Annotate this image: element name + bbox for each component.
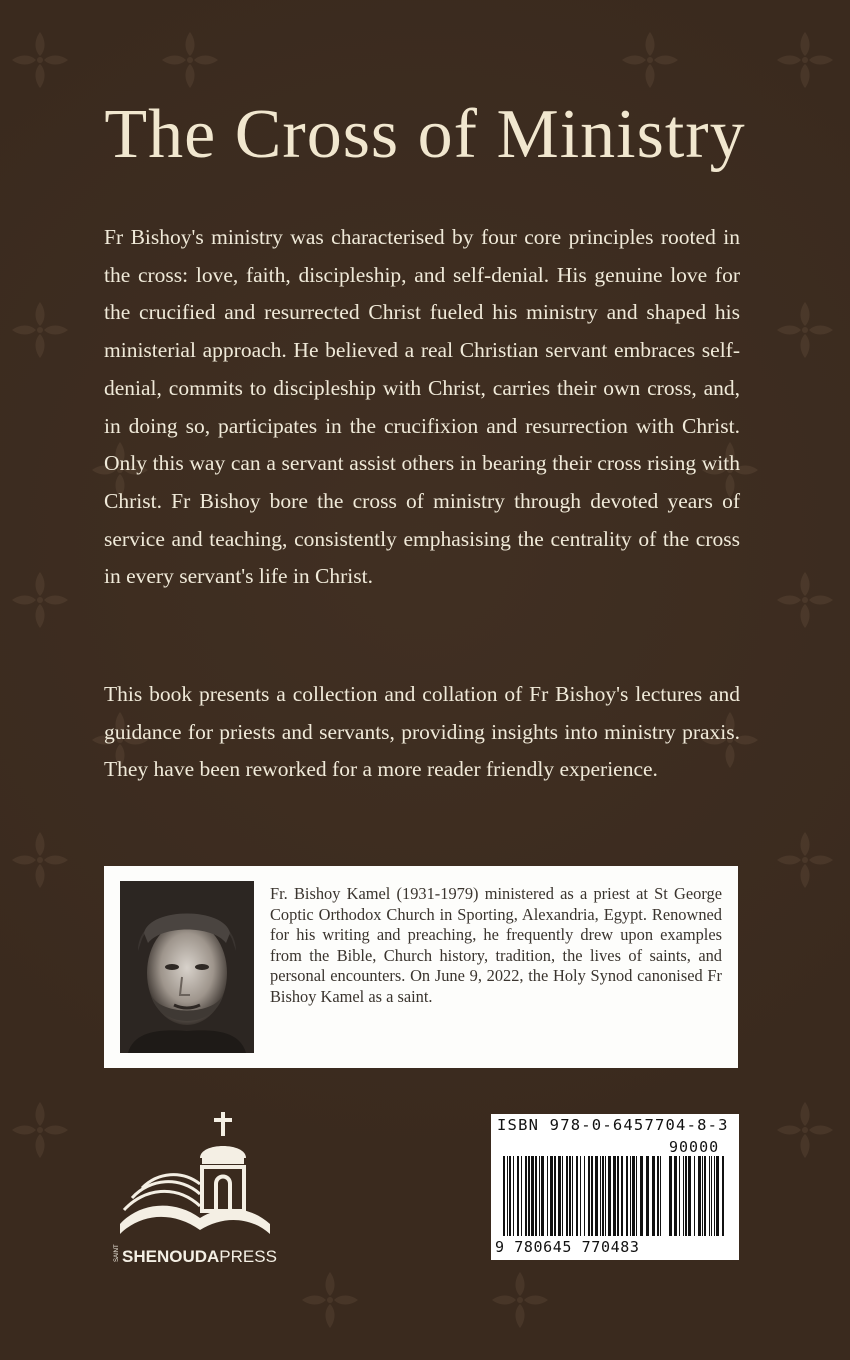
barcode-bar (630, 1156, 631, 1236)
barcode-bar (652, 1156, 655, 1236)
svg-text:SHENOUDAPRESS (122, 1247, 277, 1266)
ean-barcode-bars (503, 1156, 663, 1240)
barcode-bar (600, 1156, 601, 1236)
barcode-bar (669, 1156, 672, 1236)
barcode-bar (602, 1156, 604, 1236)
barcode-bar (617, 1156, 619, 1236)
church-book-icon (110, 1112, 280, 1272)
barcode-bar (507, 1156, 508, 1236)
description-paragraph-2: This book presents a collection and collation of Fr Bishoy's lectures and guidance for priests and servants, providing insights into ministry praxis. They have been reworked for a more reader friendly experience. (104, 682, 740, 782)
price-code: 90000 (669, 1138, 720, 1156)
publisher-prefix: SAINT (114, 1244, 120, 1262)
barcode-bar (679, 1156, 680, 1236)
barcode-bar (657, 1156, 659, 1236)
author-bio-box (104, 866, 738, 1068)
barcode-bar (702, 1156, 703, 1236)
publisher-name-part1: SHENOUDA (122, 1247, 220, 1266)
publisher-logo (110, 1112, 280, 1272)
barcode-bar (566, 1156, 568, 1236)
barcode-bar (547, 1156, 548, 1236)
barcode-bar (621, 1156, 623, 1236)
barcode-bar (626, 1156, 628, 1236)
barcode-bar (503, 1156, 505, 1236)
barcode-bar (569, 1156, 571, 1236)
barcode-bar (550, 1156, 553, 1236)
barcode-bar (558, 1156, 561, 1236)
barcode-bar (660, 1156, 661, 1236)
author-photo (120, 881, 254, 1053)
barcode-bar (698, 1156, 701, 1236)
barcode-bar (595, 1156, 598, 1236)
barcode-bar (509, 1156, 511, 1236)
barcode-bar (716, 1156, 719, 1236)
barcode-bar (541, 1156, 544, 1236)
barcode-bar (591, 1156, 593, 1236)
barcode-bar (704, 1156, 706, 1236)
barcode-bar (576, 1156, 578, 1236)
barcode-bar (525, 1156, 527, 1236)
barcode-bar (640, 1156, 643, 1236)
barcode-bar (714, 1156, 715, 1236)
barcode-bar (539, 1156, 540, 1236)
barcode-bar (562, 1156, 563, 1236)
author-portrait-icon (120, 881, 254, 1053)
ean-digits: 9 780645 770483 (495, 1238, 640, 1256)
barcode-bar (605, 1156, 606, 1236)
barcode-bar (646, 1156, 649, 1236)
barcode-bar (588, 1156, 590, 1236)
barcode-bar (531, 1156, 534, 1236)
barcode-bar (584, 1156, 585, 1236)
barcode-bar (711, 1156, 712, 1236)
barcode-bar (688, 1156, 691, 1236)
barcode-bar (528, 1156, 530, 1236)
barcode-bar (613, 1156, 616, 1236)
barcode-bar (674, 1156, 677, 1236)
isbn-barcode (491, 1114, 739, 1260)
author-bio-text: Fr. Bishoy Kamel (1931-1979) ministered as a priest at St George Coptic Orthodox Church in Sporting, Alexandria, Egypt. Renowned for his writing and preaching, he frequently drew upon examples from the Bible, Church history, tradition, the lives of saints, and personal encounters. On June 9, 2022, the Holy Synod canonised Fr Bishoy Kamel as a saint. (270, 884, 722, 1006)
barcode-bar (685, 1156, 687, 1236)
barcode-bar (554, 1156, 556, 1236)
barcode-bar (722, 1156, 724, 1236)
isbn-label: ISBN 978-0-6457704-8-3 (497, 1116, 729, 1134)
description-paragraph-1: Fr Bishoy's ministry was characterised by four core principles rooted in the cross: love, faith, discipleship, and self-denial. His genuine love for the crucified and resurrected Christ fueled his ministry and shaped his ministerial approach. He believed a real Christian servant embraces self-denial, commits to discipleship with Christ, carries their own cross, and, in doing so, participates in the crucifixion and resurrection with Christ. Only this way can a servant assist others in bearing their cross rising with Christ. Fr Bishoy bore the cross of ministry through devoted years of service and teaching, consistently emphasising the centrality of the cross in every servant's life in Christ. (104, 225, 740, 589)
barcode-bar (694, 1156, 695, 1236)
barcode-bar (636, 1156, 637, 1236)
barcode-bar (513, 1156, 514, 1236)
barcode-bar (517, 1156, 519, 1236)
barcode-bar (632, 1156, 635, 1236)
addon-barcode-bars (669, 1156, 725, 1240)
barcode-bar (580, 1156, 581, 1236)
barcode-bar (683, 1156, 684, 1236)
barcode-bar (709, 1156, 710, 1236)
barcode-bar (572, 1156, 573, 1236)
publisher-name-part2: PRESS (219, 1247, 277, 1266)
book-title: The Cross of Ministry (104, 96, 746, 173)
barcode-bar (608, 1156, 611, 1236)
barcode-bar (521, 1156, 522, 1236)
barcode-bar (535, 1156, 537, 1236)
